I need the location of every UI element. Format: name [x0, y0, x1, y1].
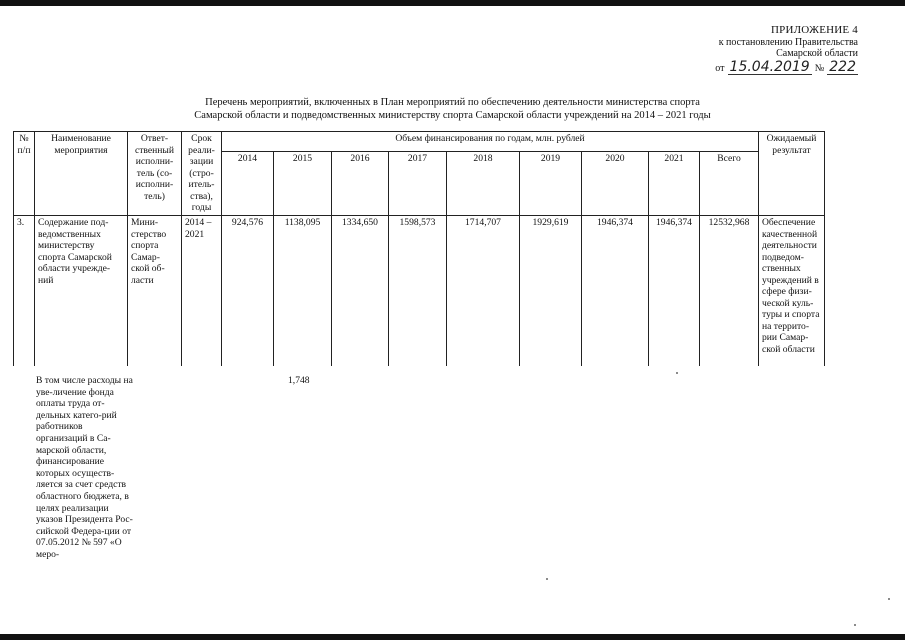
header-year-2014: 2014 — [222, 152, 274, 216]
row-result: Обеспечение качественной деятельности подведом-ственных учреждений в сфере физи-ческой куль-туры и спорта на террито-рии Самар-ской области — [759, 216, 825, 366]
header-year-2021: 2021 — [649, 152, 700, 216]
row-name: Содержание под-ведомственных министерству спорта Самарской области учрежде-ний — [35, 216, 128, 366]
table-row — [14, 216, 825, 366]
header-total: Всего — [700, 152, 759, 216]
date-prefix: от — [715, 62, 725, 74]
header-name: Наименование мероприятия — [35, 132, 128, 216]
scan-bottom-border — [0, 634, 905, 640]
scan-speck — [676, 372, 678, 374]
subrow-text: В том числе расходы на уве-личение фонда оплаты труда от-дельных катего-рий работников организаций в Са-марской области, финансирование которых осуществ-ляется за счет средств областного бюджета, в целях реализации указов Президента Рос-сийской Федера-ции от 07.05.2012 № 597 «О меро- — [36, 375, 133, 560]
row-value-2014: 924,576 — [222, 216, 274, 366]
scan-speck — [888, 598, 890, 600]
row-value-2017: 1598,573 — [389, 216, 447, 366]
appendix-line-2: Самарской области — [776, 48, 858, 59]
header-year-2015: 2015 — [274, 152, 332, 216]
appendix-header — [715, 25, 858, 75]
row-value-2015: 1138,095 — [274, 216, 332, 366]
number-prefix: № — [814, 62, 825, 74]
scan-top-border — [0, 0, 905, 6]
document-title-line-2: Самарской области и подведомственных министерству спорта Самарской области учреждений на 2014 – 2021 годы — [194, 109, 711, 121]
row-value-2018: 1714,707 — [447, 216, 520, 366]
row-value-2020: 1946,374 — [582, 216, 649, 366]
table-header-row-1 — [14, 132, 825, 152]
header-year-2018: 2018 — [447, 152, 520, 216]
header-result: Ожидаемый результат — [759, 132, 825, 216]
handwritten-number: 222 — [829, 58, 856, 75]
scan-speck — [854, 624, 856, 626]
scan-speck — [546, 578, 548, 580]
header-year-2016: 2016 — [332, 152, 389, 216]
header-year-2017: 2017 — [389, 152, 447, 216]
resolution-date-number — [715, 58, 858, 75]
row-term: 2014 – 2021 — [182, 216, 222, 366]
row-num: 3. — [14, 216, 35, 366]
header-num: № п/п — [14, 132, 35, 216]
header-funding: Объем финансирования по годам, млн. рублей — [222, 132, 759, 152]
row-value-2019: 1929,619 — [520, 216, 582, 366]
document-title — [0, 97, 905, 122]
row-value-2021: 1946,374 — [649, 216, 700, 366]
row-value-total: 12532,968 — [700, 216, 759, 366]
measures-table — [13, 131, 825, 366]
document-title-line-1: Перечень мероприятий, включенных в План мероприятий по обеспечению деятельности министерства спорта — [205, 97, 700, 108]
header-term: Срок реали-зации (стро-итель-ства), годы — [182, 132, 222, 216]
header-year-2020: 2020 — [582, 152, 649, 216]
subrow-value-2015: 1,748 — [288, 375, 310, 386]
appendix-title: ПРИЛОЖЕНИЕ 4 — [771, 24, 858, 36]
appendix-line-1: к постановлению Правительства — [718, 36, 858, 48]
row-value-2016: 1334,650 — [332, 216, 389, 366]
header-executor: Ответ-ственный исполни-тель (со-исполни-тель) — [128, 132, 182, 216]
header-year-2019: 2019 — [520, 152, 582, 216]
row-executor: Мини-стерство спорта Самар-ской об-ласти — [128, 216, 182, 366]
handwritten-date: 15.04.2019 — [729, 58, 810, 75]
